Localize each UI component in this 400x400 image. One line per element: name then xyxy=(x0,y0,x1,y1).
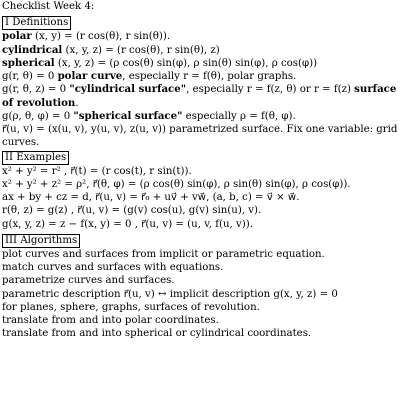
section-heading-definitions: I Definitions xyxy=(2,16,71,30)
term: polar xyxy=(2,30,32,43)
term: "spherical surface" xyxy=(73,109,183,122)
formula: g(r, θ) = 0 xyxy=(2,71,58,82)
algorithm-item: match curves and surfaces with equations. xyxy=(2,262,224,273)
formula: g(r, θ, z) = 0 xyxy=(2,84,70,96)
section-heading-examples: II Examples xyxy=(2,151,69,165)
formula: , especially r = f(z, θ) or r = f(z) xyxy=(186,84,355,96)
example-revolution: r(θ, z) = g(z) , r⃗(u, v) = (g(v) cos(u), g(v) sin(u), v). xyxy=(2,205,262,217)
algorithm-item: translate from and into polar coordinates. xyxy=(2,315,219,326)
example-graph: g(x, y, z) = z − f(x, y) = 0 , r⃗(u, v) = (u, v, f(u, v)). xyxy=(2,218,253,230)
term: polar curve xyxy=(57,70,123,82)
formula: g(ρ, θ, φ) = 0 xyxy=(2,110,74,122)
term: spherical xyxy=(2,56,55,69)
algorithm-item: parametric description r⃗(u, v) ↔ implicit description g(x, y, z) = 0 xyxy=(2,288,338,300)
algorithm-item: plot curves and surfaces from implicit or parametric equation. xyxy=(2,248,325,260)
term: cylindrical xyxy=(2,43,63,56)
algorithm-item: parametrize curves and surfaces. xyxy=(2,275,175,287)
formula: (x, y) = (r cos(θ), r sin(θ)). xyxy=(31,31,171,43)
formula: . xyxy=(75,97,79,109)
definition-cylindrical xyxy=(2,44,398,57)
definition-polar xyxy=(2,30,398,43)
term: surface of revolution xyxy=(2,83,397,109)
example-circle: x² + y² = r² , r⃗(t) = (r cos(t), r sin(t)). xyxy=(2,165,192,177)
formula: , especially r = f(θ), polar graphs. xyxy=(122,71,297,82)
definition-polar-curve xyxy=(2,70,398,83)
formula: especially ρ = f(θ, φ). xyxy=(182,110,296,122)
definition-spherical xyxy=(2,57,398,70)
term: "cylindrical surface" xyxy=(69,83,187,96)
example-plane: ax + by + cz = d, r⃗(u, v) = r⃗₀ + uv⃗ + vw⃗, (a, b, c) = v⃗ × w⃗. xyxy=(2,192,300,203)
definition-parametrized-surface: r⃗(u, v) = (x(u, v), y(u, v), z(u, v)) parametrized surface. Fix one variable: grid curves. xyxy=(2,124,398,149)
section-heading-algorithms: III Algorithms xyxy=(2,234,80,248)
formula: (x, y, z) = (r cos(θ), r sin(θ), z) xyxy=(62,44,220,56)
definition-cylindrical-surface xyxy=(2,83,398,110)
formula: (x, y, z) = (ρ cos(θ) sin(φ), ρ sin(θ) sin(φ), ρ cos(φ)) xyxy=(54,57,318,69)
page-title: Checklist Week 4: xyxy=(2,1,95,12)
definition-spherical-surface xyxy=(2,110,398,123)
algorithm-item: for planes, sphere, graphs, surfaces of revolution. xyxy=(2,301,260,313)
example-sphere: x² + y² + z² = ρ², r⃗(θ, φ) = (ρ cos(θ) sin(φ), ρ sin(θ) sin(φ), ρ cos(φ)). xyxy=(2,178,351,190)
algorithm-item: translate from and into spherical or cylindrical coordinates. xyxy=(2,328,312,340)
